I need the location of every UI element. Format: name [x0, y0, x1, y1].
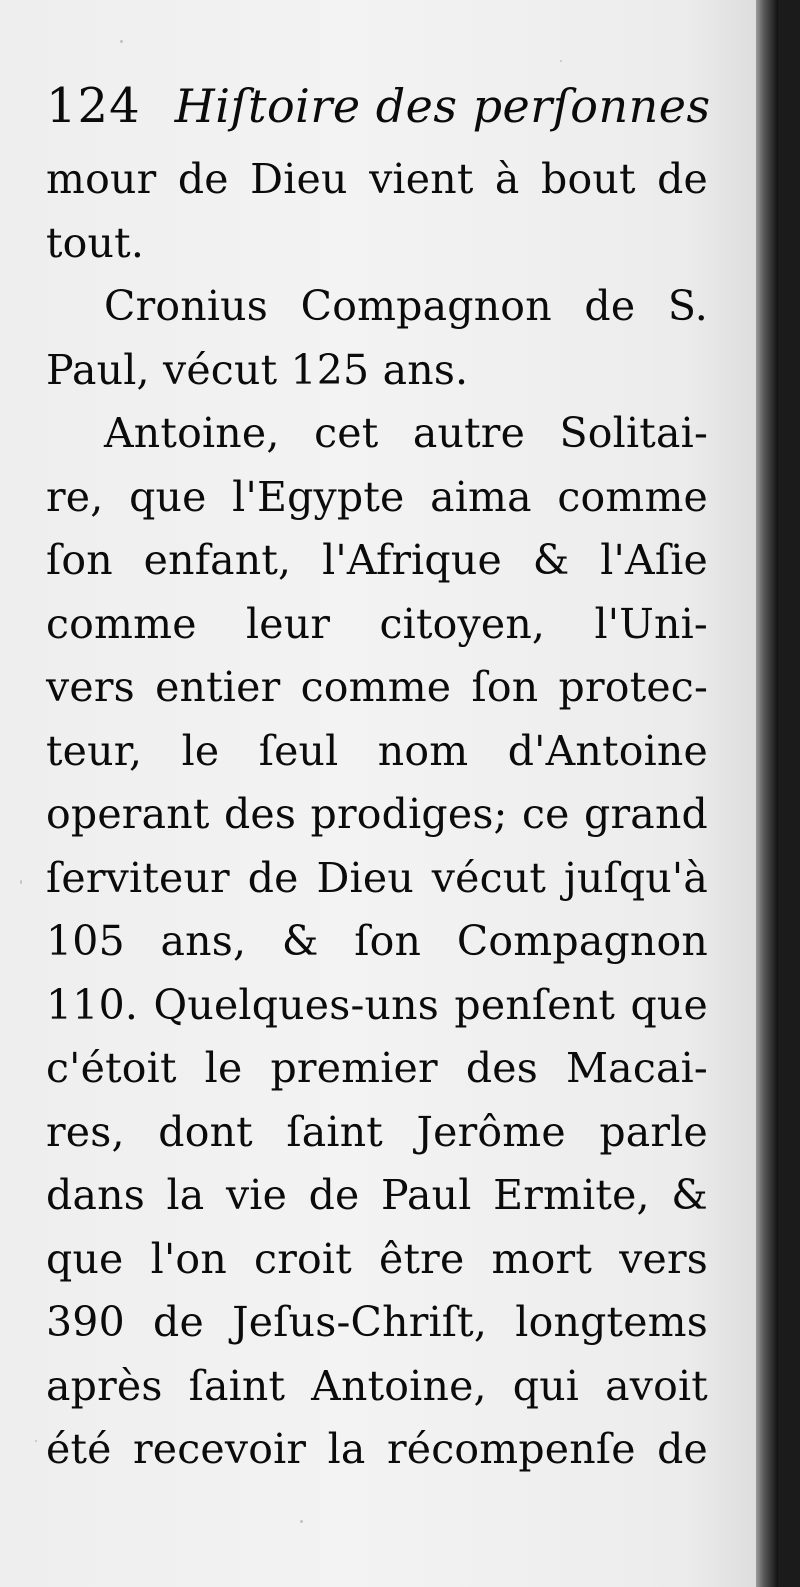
paper-speck: [560, 60, 562, 62]
text-line: Paul, vécut 125 ans.: [46, 345, 469, 394]
text-line: tout.: [46, 218, 145, 267]
text-line: 390 de Jeſus-Chriſt, longtems: [46, 1298, 708, 1346]
text-line: 110. Quelques-uns penſent que: [46, 980, 708, 1029]
text-line: été recevoir la récompenſe de: [46, 1425, 708, 1473]
page-number: 124: [46, 78, 141, 134]
text-line: teur, le ſeul nom d'Antoine: [46, 726, 708, 775]
text-line: c'étoit le premier des Macai-: [46, 1044, 708, 1092]
page-header: [46, 78, 711, 148]
text-line: 105 ans, & ſon Compagnon: [46, 917, 708, 965]
text-line: comme leur citoyen, l'Uni-: [46, 599, 708, 648]
body-text: [46, 148, 708, 1482]
text-line: vers entier comme ſon protec-: [46, 663, 708, 711]
text-line: Antoine, cet autre Solitai-: [104, 409, 708, 457]
text-line: re, que l'Egypte aima comme: [46, 472, 708, 521]
running-title: Hiſtoire des perſonnes: [174, 79, 711, 133]
page-edge-shadow: [756, 0, 778, 1587]
text-line: ſon enfant, l'Afrique & l'Aſie: [46, 536, 708, 584]
text-line: après ſaint Antoine, qui avoit: [46, 1361, 708, 1410]
paper-speck: [20, 880, 22, 884]
text-line: que l'on croit être mort vers: [46, 1234, 708, 1283]
text-line: dans la vie de Paul Ermite, &: [46, 1171, 708, 1219]
text-line: res, dont ſaint Jerôme parle: [46, 1107, 708, 1156]
text-line: operant des prodiges; ce grand: [46, 790, 708, 838]
paper-speck: [120, 40, 123, 43]
text-line: ſerviteur de Dieu vécut juſqu'à: [46, 853, 708, 902]
paper-speck: [300, 1520, 303, 1523]
paper-speck: [35, 1440, 37, 1442]
text-line: mour de Dieu vient à bout de: [46, 155, 708, 203]
text-line: Cronius Compagnon de S.: [104, 282, 708, 330]
